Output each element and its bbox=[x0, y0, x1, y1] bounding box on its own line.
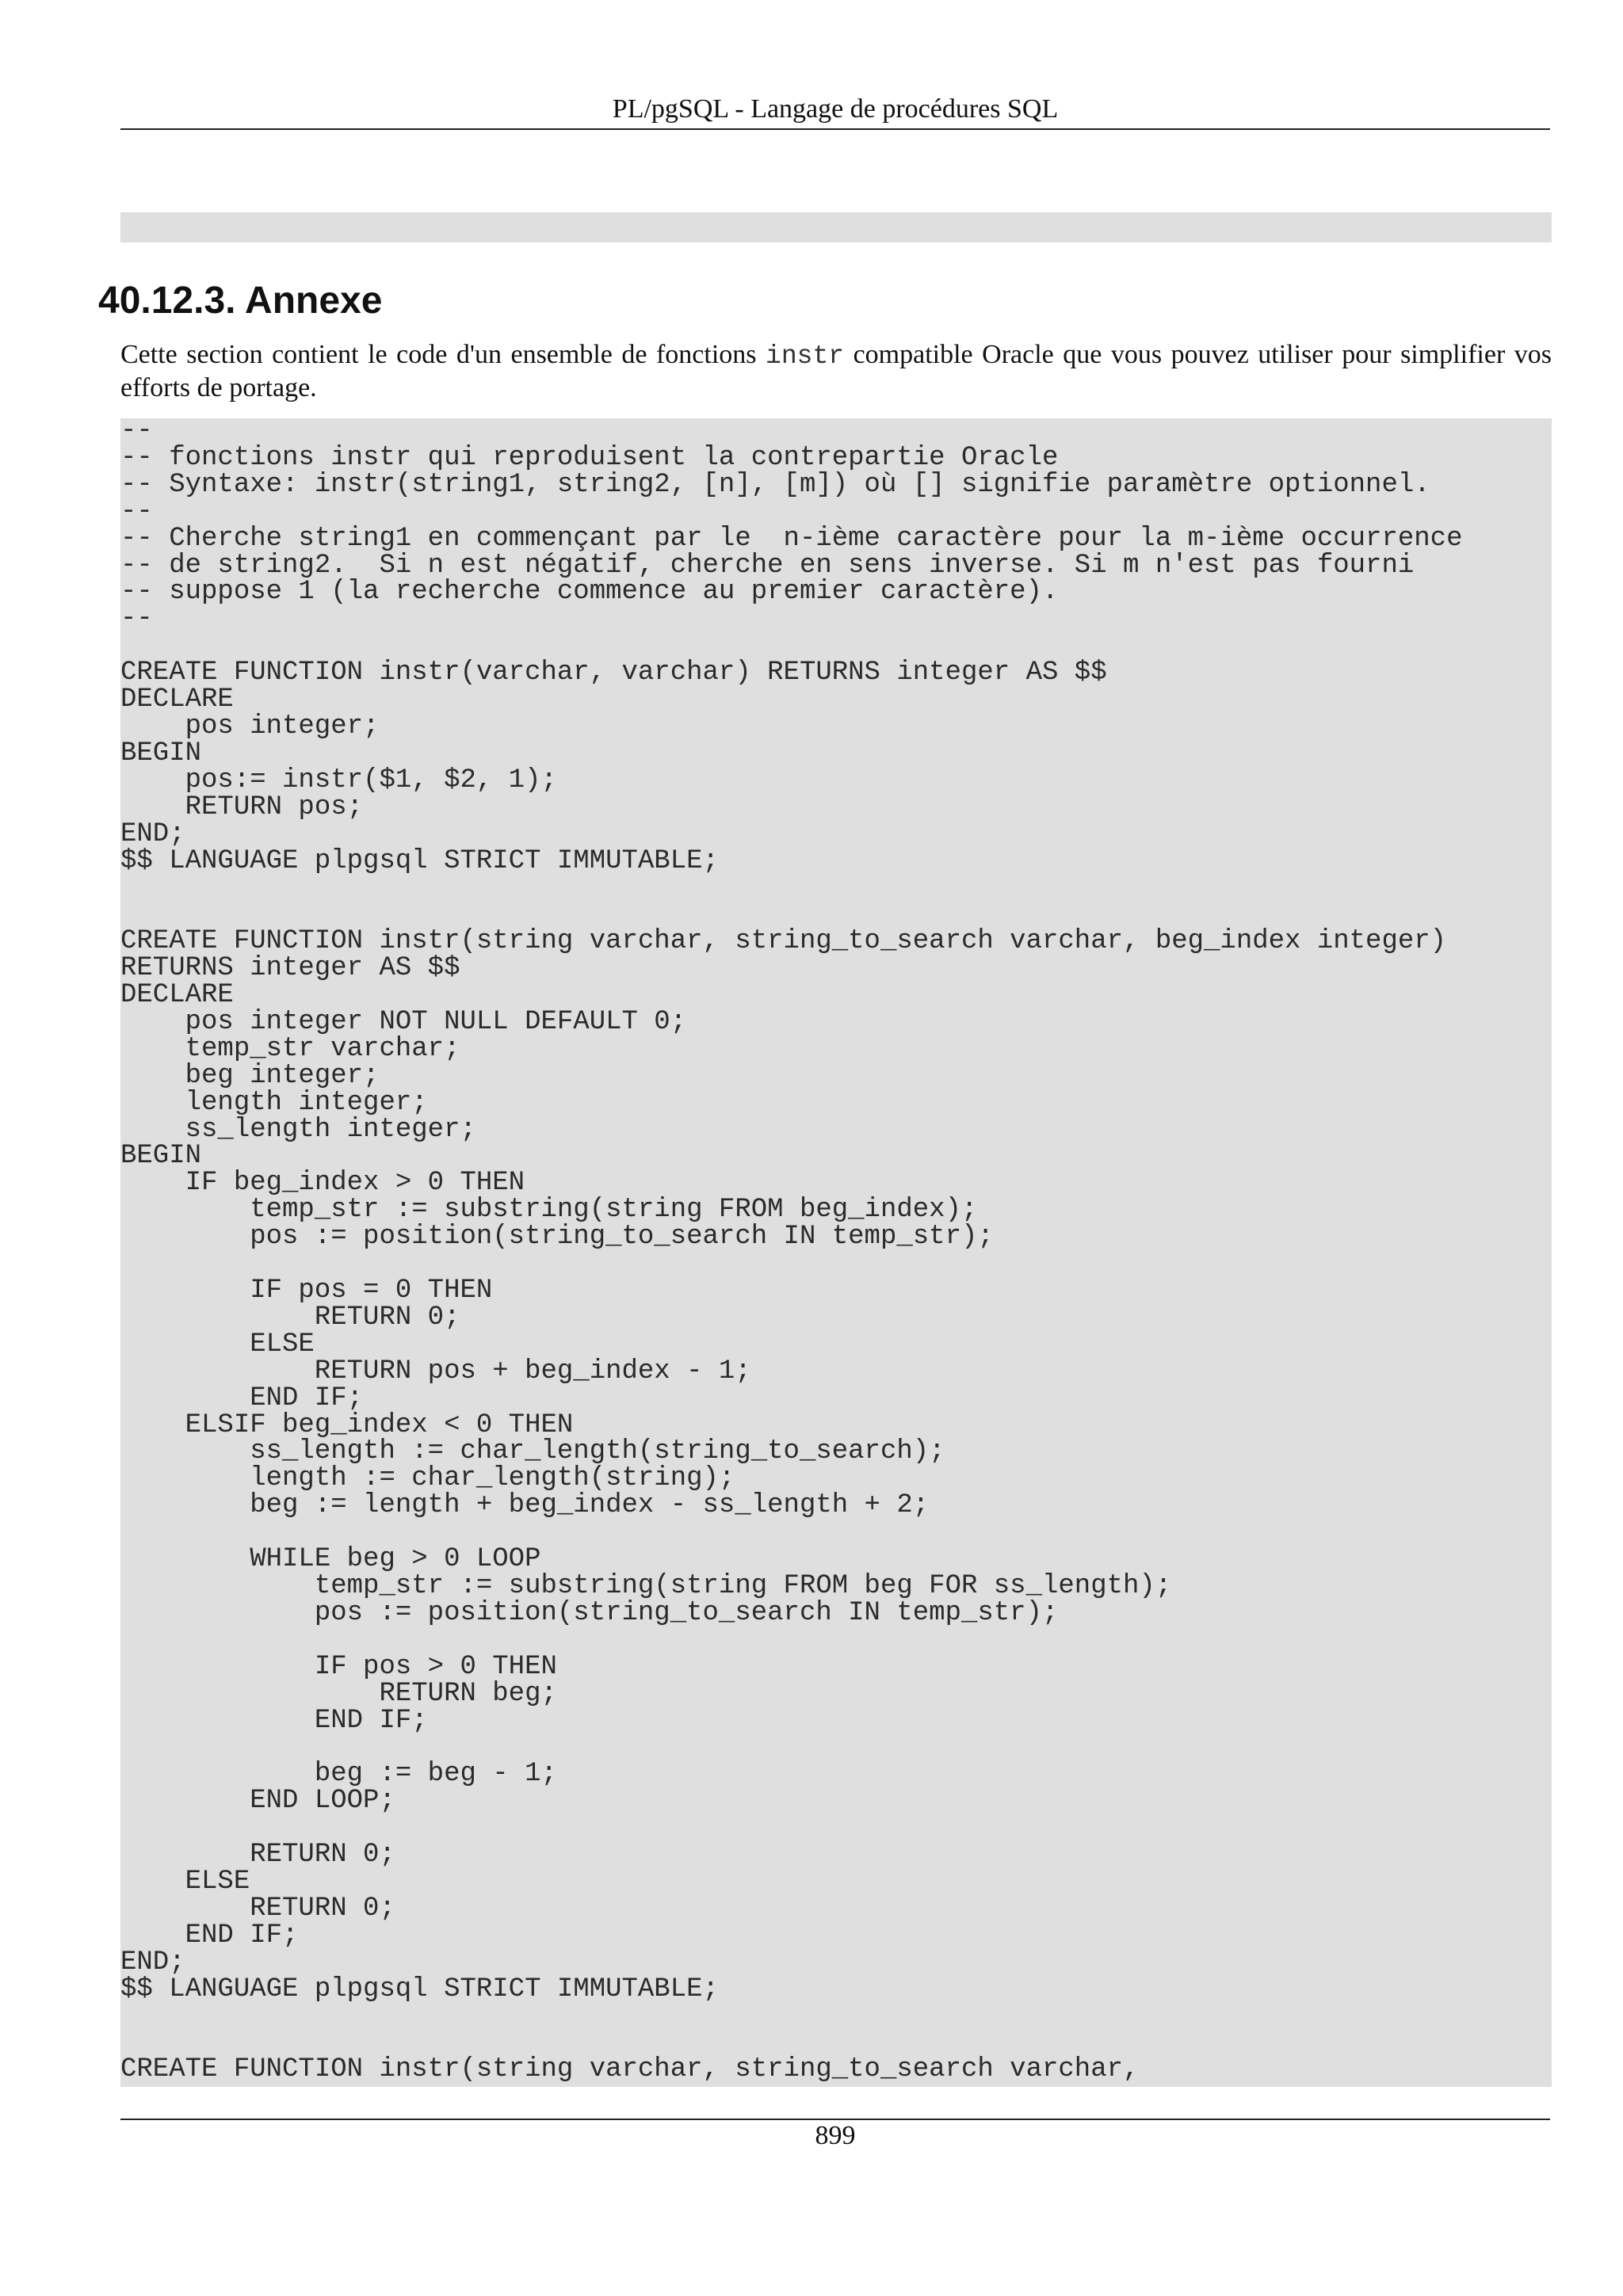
inline-code-instr: instr bbox=[766, 341, 845, 371]
header-rule bbox=[120, 128, 1550, 130]
code-listing: -- -- fonctions instr qui reproduisent la contrepartie Oracle -- Syntaxe: instr(string1, string2, [n], [m]) où [] signifie paramètre optionnel. -- -- Cherche string1 en commençant par le n-ième caractère pour la m-ième occurrence -- de string2. Si n est négatif, cherche en sens inverse. Si m n'est pas fourni -- suppose 1 (la recherche commence au premier caractère). -- CREATE FUNCTION instr(varchar, varchar) RETURNS integer AS $$ DECLARE pos integer; BEGIN pos:= instr($1, $2, 1); RETURN pos; END; $$ LANGUAGE plpgsql STRICT IMMUTABLE; CREATE FUNCTION instr(string varchar, string_to_search varchar, beg_index integer) RETURNS integer AS $$ DECLARE pos integer NOT NULL DEFAULT 0; temp_str varchar; beg integer; length integer; ss_length integer; BEGIN IF beg_index > 0 THEN temp_str := substring(string FROM beg_index); pos := position(string_to_search IN temp_str); IF pos = 0 THEN RETURN 0; ELSE RETURN pos + beg_index - 1; END IF; ELSIF beg_index < 0 THEN ss_length := char_length(string_to_search); length := char_length(string); beg := length + beg_index - ss_length + 2; WHILE beg > 0 LOOP temp_str := substring(string FROM beg FOR ss_length); pos := position(string_to_search IN temp_str); IF pos > 0 THEN RETURN beg; END IF; beg := beg - 1; END LOOP; RETURN 0; ELSE RETURN 0; END IF; END; $$ LANGUAGE plpgsql STRICT IMMUTABLE; CREATE FUNCTION instr(string varchar, string_to_search varchar, bbox=[120, 418, 1463, 2085]
page-number: 899 bbox=[815, 2121, 856, 2150]
code-listing-box bbox=[120, 418, 1552, 2087]
intro-paragraph bbox=[120, 339, 1552, 404]
previous-code-block-end bbox=[120, 212, 1552, 242]
intro-text-end: compatible Oracle que vous pouvez utiliser pour simplifier vos efforts de portage. bbox=[120, 340, 1552, 402]
running-header: PL/pgSQL - Langage de procédures SQL bbox=[612, 94, 1059, 124]
intro-text-start: Cette section contient le code d'un ensemble de fonctions bbox=[120, 340, 766, 369]
section-heading: 40.12.3. Annexe bbox=[98, 280, 383, 322]
